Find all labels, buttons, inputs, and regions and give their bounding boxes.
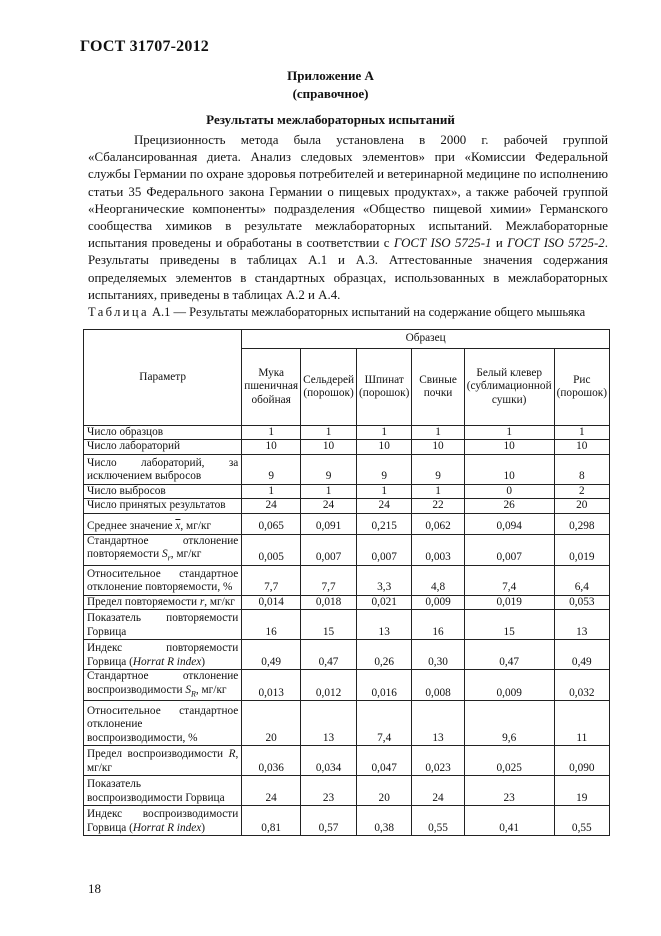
table-caption-text: А.1 — Результаты межлабораторных испытаний на содержание общего мышьяка — [148, 305, 586, 319]
cell-value: 1 — [357, 484, 412, 498]
page-number: 18 — [88, 881, 101, 896]
cell-value: 0,019 — [464, 595, 554, 609]
table-row — [84, 670, 610, 701]
cell-value: 8 — [554, 454, 609, 484]
cell-value: 0,009 — [464, 670, 554, 701]
cell-value: 7,4 — [464, 565, 554, 595]
row-label: Число образцов — [84, 426, 242, 440]
cell-value: 0,55 — [412, 806, 464, 836]
cell-value: 0,005 — [242, 534, 301, 565]
table-row — [84, 513, 610, 534]
row-label-unit: , мг/кг — [170, 548, 202, 561]
cell-value: 0,090 — [554, 746, 609, 776]
cell-value: 1 — [242, 484, 301, 498]
column-header: Мука пшеничная обойная — [242, 349, 301, 426]
cell-value: 0,091 — [301, 513, 357, 534]
row-label: Число принятых результатов — [84, 499, 242, 513]
row-label: Число лабораторий — [84, 440, 242, 454]
row-label-symbol: R — [228, 748, 236, 761]
row-label-unit: ) — [201, 821, 206, 834]
cell-value: 0,047 — [357, 746, 412, 776]
row-label-unit: , мг/кг — [87, 748, 239, 774]
cell-value: 1 — [242, 426, 301, 440]
column-header: Сельдерей (порошок) — [301, 349, 357, 426]
section-title: Результаты межлабораторных испытаний — [206, 112, 455, 127]
cell-value: 10 — [301, 440, 357, 454]
cell-value: 0,298 — [554, 513, 609, 534]
cell-value: 0,036 — [242, 746, 301, 776]
cell-value: 0,021 — [357, 595, 412, 609]
cell-value: 15 — [301, 610, 357, 640]
paragraph-conjunction: и — [491, 236, 508, 251]
cell-value: 13 — [554, 610, 609, 640]
row-label-text: Предел повторяемости — [87, 595, 200, 608]
row-label-text: Предел воспроизводимости — [87, 748, 229, 761]
cell-value: 10 — [357, 440, 412, 454]
row-label — [84, 806, 242, 836]
cell-value: 0,065 — [242, 513, 301, 534]
row-label: Показатель повторяемости Горвица — [84, 610, 242, 640]
cell-value: 0,023 — [412, 746, 464, 776]
table-row — [84, 440, 610, 454]
cell-value: 22 — [412, 499, 464, 513]
sample-header: Образец — [242, 330, 610, 349]
cell-value: 16 — [412, 610, 464, 640]
row-label — [84, 513, 242, 534]
cell-value: 0,025 — [464, 746, 554, 776]
table-row — [84, 610, 610, 640]
table-row — [84, 595, 610, 609]
row-label: Число выбросов — [84, 484, 242, 498]
cell-value: 10 — [464, 454, 554, 484]
standard-ref-2: ГОСТ ISO 5725-2 — [507, 236, 605, 251]
cell-value: 9 — [242, 454, 301, 484]
cell-value: 10 — [554, 440, 609, 454]
cell-value: 20 — [554, 499, 609, 513]
row-label-symbol: Horrat R index — [132, 655, 202, 668]
row-label: Относительное стандартное отклонение повторяемости, % — [84, 565, 242, 595]
cell-value: 7,7 — [242, 565, 301, 595]
cell-value: 24 — [242, 499, 301, 513]
cell-value: 0,034 — [301, 746, 357, 776]
column-header: Шпинат (порошок) — [357, 349, 412, 426]
cell-value: 15 — [464, 610, 554, 640]
paragraph-text-2: . Результаты приведены в таблицах А.1 и А.3. Аттестованные значения содержания определяемых элементов в стандартных образцах, использованных в межлабораторных испытаниях, приведены в таблицах А.2 и А.4. — [88, 236, 608, 302]
table-row — [84, 534, 610, 565]
cell-value: 0,009 — [412, 595, 464, 609]
table-row — [84, 640, 610, 670]
cell-value: 0,053 — [554, 595, 609, 609]
table-row — [84, 426, 610, 440]
cell-value: 13 — [357, 610, 412, 640]
cell-value: 1 — [412, 426, 464, 440]
row-label-unit: , мг/кг — [180, 520, 212, 533]
cell-value: 24 — [412, 776, 464, 806]
cell-value: 6,4 — [554, 565, 609, 595]
row-label-text: Стандартное отклонение повторяемости — [87, 534, 239, 561]
row-label-symbol: Horrat R index — [132, 821, 202, 834]
cell-value: 0,013 — [242, 670, 301, 701]
cell-value: 10 — [412, 440, 464, 454]
cell-value: 7,7 — [301, 565, 357, 595]
cell-value: 0,016 — [357, 670, 412, 701]
cell-value: 13 — [301, 701, 357, 746]
table-row — [84, 565, 610, 595]
cell-value: 0,007 — [464, 534, 554, 565]
column-header: Белый клевер (сублимационной сушки) — [464, 349, 554, 426]
cell-value: 0,062 — [412, 513, 464, 534]
cell-value: 23 — [464, 776, 554, 806]
cell-value: 0,55 — [554, 806, 609, 836]
cell-value: 9 — [301, 454, 357, 484]
appendix-label: Приложение А — [287, 68, 374, 83]
cell-value: 0,47 — [464, 640, 554, 670]
cell-value: 24 — [242, 776, 301, 806]
row-label — [84, 670, 242, 701]
row-label — [84, 640, 242, 670]
cell-value: 0,30 — [412, 640, 464, 670]
row-label-text: Стандартное отклонение воспроизводимости — [87, 670, 239, 696]
cell-value: 1 — [412, 484, 464, 498]
row-label-text: Среднее значение — [87, 520, 176, 533]
row-label-text: Индекс воспроизводимости Горвица ( — [87, 808, 239, 834]
row-label — [84, 746, 242, 776]
cell-value: 0,007 — [301, 534, 357, 565]
cell-value: 16 — [242, 610, 301, 640]
cell-value: 0,57 — [301, 806, 357, 836]
body-paragraph — [88, 132, 608, 304]
cell-value: 1 — [464, 426, 554, 440]
table-row — [84, 776, 610, 806]
results-table — [83, 329, 610, 836]
cell-value: 24 — [301, 499, 357, 513]
cell-value: 13 — [412, 701, 464, 746]
table-row — [84, 701, 610, 746]
column-header: Рис (порошок) — [554, 349, 609, 426]
cell-value: 9 — [357, 454, 412, 484]
row-label — [84, 595, 242, 609]
cell-value: 19 — [554, 776, 609, 806]
cell-value: 0,094 — [464, 513, 554, 534]
cell-value: 0,81 — [242, 806, 301, 836]
row-label: Относительное стандартное отклонение воспроизводимости, % — [84, 701, 242, 746]
cell-value: 0,49 — [242, 640, 301, 670]
cell-value: 9 — [412, 454, 464, 484]
table-caption — [88, 305, 585, 320]
cell-value: 0,38 — [357, 806, 412, 836]
cell-value: 0,47 — [301, 640, 357, 670]
cell-value: 24 — [357, 499, 412, 513]
table-row — [84, 454, 610, 484]
column-header: Свиные почки — [412, 349, 464, 426]
param-header: Параметр — [84, 330, 242, 426]
row-label-subscript: R — [190, 688, 196, 698]
cell-value: 10 — [242, 440, 301, 454]
cell-value: 0,003 — [412, 534, 464, 565]
cell-value: 0,018 — [301, 595, 357, 609]
cell-value: 3,3 — [357, 565, 412, 595]
cell-value: 26 — [464, 499, 554, 513]
cell-value: 10 — [464, 440, 554, 454]
cell-value: 23 — [301, 776, 357, 806]
row-label-symbol: S — [185, 683, 191, 696]
cell-value: 1 — [301, 484, 357, 498]
cell-value: 0,26 — [357, 640, 412, 670]
appendix-type: (справочное) — [292, 86, 369, 101]
table-caption-word: Таблица — [88, 305, 149, 319]
cell-value: 0 — [464, 484, 554, 498]
row-label-subscript: r — [167, 553, 171, 563]
paragraph-text-1: Прецизионность метода была установлена в 2000 г. рабочей группой «Сбалансированная диета. Анализ следовых элементов» при «Комиссии Федеральной службы Германии по охране здоровья потребителей и ветеринарной медицине по исполнению статьи 35 Федерального закона Германии о пищевых продуктах», а также рабочей группой «Неорганические компоненты» подразделения «Общество пищевой химии» Германского сообщества химиков в результате межлабораторных испытаний. Межлабораторные испытания проведены и обработаны в соответствии с — [88, 133, 608, 251]
cell-value: 0,032 — [554, 670, 609, 701]
cell-value: 0,49 — [554, 640, 609, 670]
row-label — [84, 534, 242, 565]
row-label-symbol: $\overline{x}$ — [175, 520, 181, 533]
cell-value: 0,014 — [242, 595, 301, 609]
cell-value: 0,008 — [412, 670, 464, 701]
cell-value: 7,4 — [357, 701, 412, 746]
cell-value: 20 — [242, 701, 301, 746]
cell-value: 4,8 — [412, 565, 464, 595]
cell-value: 2 — [554, 484, 609, 498]
row-label: Число лабораторий, за исключением выбросов — [84, 454, 242, 484]
document-code: ГОСТ 31707-2012 — [80, 38, 209, 55]
row-label-symbol: r — [199, 595, 205, 608]
appendix-title — [0, 67, 661, 103]
row-label-text: Индекс повторяемости Горвица ( — [87, 642, 239, 668]
cell-value: 0,012 — [301, 670, 357, 701]
cell-value: 9,6 — [464, 701, 554, 746]
cell-value: 0,41 — [464, 806, 554, 836]
cell-value: 0,007 — [357, 534, 412, 565]
row-label-unit: , мг/кг — [204, 595, 235, 608]
cell-value: 11 — [554, 701, 609, 746]
row-label-unit: , мг/кг — [195, 683, 227, 696]
cell-value: 1 — [301, 426, 357, 440]
standard-ref-1: ГОСТ ISO 5725-1 — [393, 236, 492, 251]
cell-value: 0,215 — [357, 513, 412, 534]
cell-value: 1 — [357, 426, 412, 440]
table-row — [84, 499, 610, 513]
cell-value: 1 — [554, 426, 609, 440]
cell-value: 20 — [357, 776, 412, 806]
table-body — [84, 426, 610, 836]
table-row — [84, 806, 610, 836]
row-label: Показатель воспроизводимости Горвица — [84, 776, 242, 806]
table-row — [84, 484, 610, 498]
cell-value: 0,019 — [554, 534, 609, 565]
row-label-symbol: S — [161, 548, 168, 561]
row-label-unit: ) — [201, 655, 206, 668]
table-row — [84, 746, 610, 776]
